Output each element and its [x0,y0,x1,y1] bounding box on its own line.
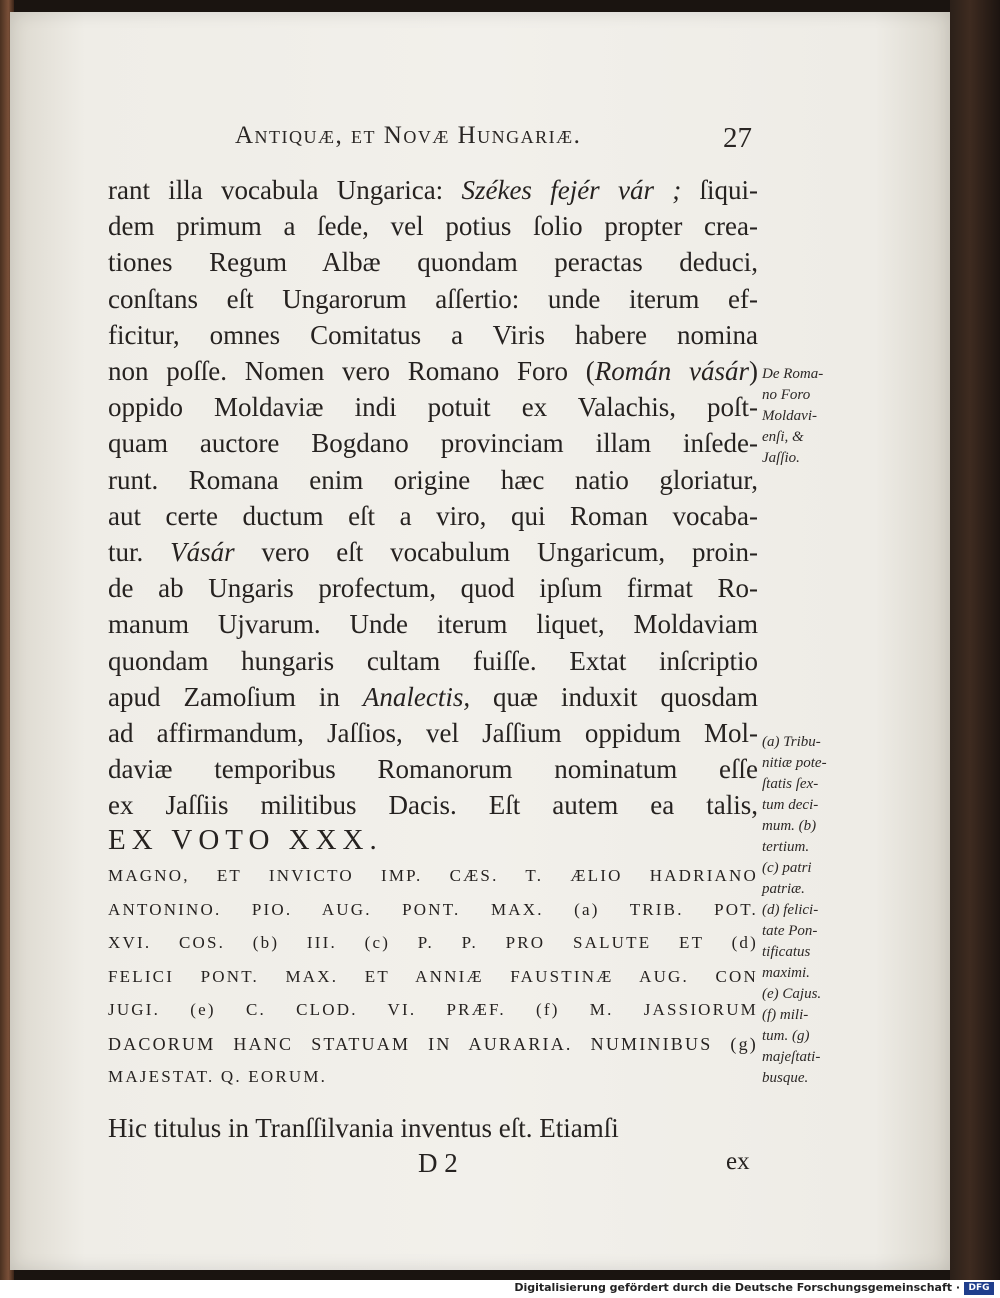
marginal-note-roman-foro [762,364,823,469]
body-line [108,319,758,351]
inscription-line: ANTONINO. PIO. AUG. PONT. MAX. (a) TRIB. POT. [108,899,758,919]
body-line-text: dem primum a ſede, vel potius ſolio propter crea- [108,211,758,242]
body-line-text: tiones Regum Albæ quondam peractas deduci, [108,247,758,278]
body-line [108,283,758,315]
body-line [108,464,758,496]
body-line-text: aut certe ductum eſt a viro, qui Roman vocaba- [108,500,758,531]
signature-mark: D 2 [418,1148,458,1178]
body-line-text: rant illa vocabula Ungarica: [108,175,462,205]
marginal-note-line: tum. (g) [762,1028,810,1044]
body-line-italic: Vásár [170,537,235,567]
marginal-note-line: Moldavi- [762,408,817,424]
book-edge [950,0,1000,1280]
marginal-note-line: busque. [762,1070,809,1086]
marginal-note-line: (a) Tribu- [762,734,821,750]
body-line-text: quondam hungaris cultam fuiſſe. Extat inſcriptio [108,645,758,676]
body-line [108,210,758,242]
marginal-note-line: nitiæ pote- [762,755,827,771]
body-line [108,753,758,785]
marginal-note-line: (c) patri [762,860,812,876]
inscription-line: MAJESTAT. Q. EORUM. [108,1067,328,1086]
marginal-note-abbreviations [762,732,827,1089]
body-line-text: quæ induxit quosdam [470,681,758,712]
closing-line: Hic titulus in Tranſſilvania inventus eſt. Etiamſi [108,1113,619,1143]
book-page [10,12,950,1270]
inscription-line: DACORUM HANC STATUAM IN AURARIA. NUMINIBUS (g) [108,1033,758,1054]
page-number: 27 [723,122,752,154]
marginal-note-line: tum deci- [762,797,819,813]
marginal-note-line: (f) mili- [762,1007,809,1023]
marginal-note-line: (e) Cajus. [762,986,822,1002]
body-line [108,645,758,677]
footer-bar [0,1280,1000,1298]
marginal-note-line: tertium. [762,839,810,855]
body-line-text: apud Zamoſium in [108,681,363,712]
inscription-line: FELICI PONT. MAX. ET ANNIÆ FAUSTINÆ AUG. CON [108,966,758,986]
marginal-note-line: maximi. [762,965,810,981]
marginal-note-line: (d) felici- [762,902,819,918]
body-line-text: ſiqui- [681,175,758,205]
inscription-heading: EX VOTO XXX. [108,824,383,856]
body-line-text: conſtans eſt Ungarorum aſſertio: unde iterum ef- [108,283,758,314]
body-line-text: tur. [108,537,171,567]
inscription-line: MAGNO, ET INVICTO IMP. CÆS. T. ÆLIO HADRIANO [108,866,758,885]
inscription-line: JUGI. (e) C. CLOD. VI. PRÆF. (f) M. JASSIORUM [108,1000,758,1019]
marginal-note-line: majeſtati- [762,1049,821,1065]
body-line-text: quam auctore Bogdano provinciam illam inſede- [108,428,758,459]
body-line-text: runt. Romana enim origine hæc natio gloriatur, [108,464,758,495]
body-line-italic: Román vásár [594,356,749,386]
body-line [108,717,758,749]
body-line-text: de ab Ungaris profectum, quod ipſum firmat Ro- [108,573,758,604]
body-line [108,681,758,713]
body-line-text: ficitur, omnes Comitatus a Viris habere nomina [108,319,758,350]
body-line [108,500,758,532]
body-line [108,536,758,568]
body-line [108,355,758,387]
body-line-text: ex Jaſſiis militibus Dacis. Eſt autem ea talis, [108,790,758,821]
body-line-text: non poſſe. Nomen vero Romano Foro ( [108,356,595,386]
body-line-text: manum Ujvarum. Unde iterum liquet, Moldaviam [108,609,758,640]
body-line-text: oppido Moldaviæ indi potuit ex Valachis, poſt- [108,392,758,423]
body-line [108,391,758,423]
body-line-italic: Analectis, [362,681,471,712]
marginal-note-line: enſi, & [762,429,804,445]
marginal-note-line: tificatus [762,944,811,960]
marginal-note-line: De Roma- [762,366,824,382]
marginal-note-line: Jaſſio. [762,450,800,466]
body-line-text: daviæ temporibus Romanorum nominatum eſſe [108,754,758,785]
marginal-note-line: no Foro [762,387,811,403]
marginal-note-line: ſtatis ſex- [762,776,819,792]
marginal-note-line: patriæ. [762,881,805,897]
running-head: Antiquæ, et Novæ Hungariæ. [235,122,582,149]
body-line-text: ad affirmandum, Jaſſios, vel Jaſſium oppidum Mol- [108,718,758,748]
catchword: ex [726,1148,750,1175]
marginal-note-line: mum. (b) [762,818,817,834]
marginal-note-line: tate Pon- [762,923,818,939]
dfg-logo-icon: DFG [964,1282,994,1295]
body-line-text: ) [748,356,758,386]
body-line [108,427,758,459]
body-line [108,246,758,278]
body-line [108,572,758,604]
body-line [108,608,758,640]
inscription-line: XVI. COS. (b) III. (c) P. P. PRO SALUTE ET (d) [108,933,758,952]
funding-credit: Digitalisierung gefördert durch die Deutsche Forschungsgemeinschaft · [514,1281,960,1294]
body-line [108,174,758,206]
body-line [108,789,758,821]
body-line-italic: Székes fejér vár ; [461,175,682,205]
body-line-text: vero eſt vocabulum Ungaricum, proin- [234,537,758,567]
